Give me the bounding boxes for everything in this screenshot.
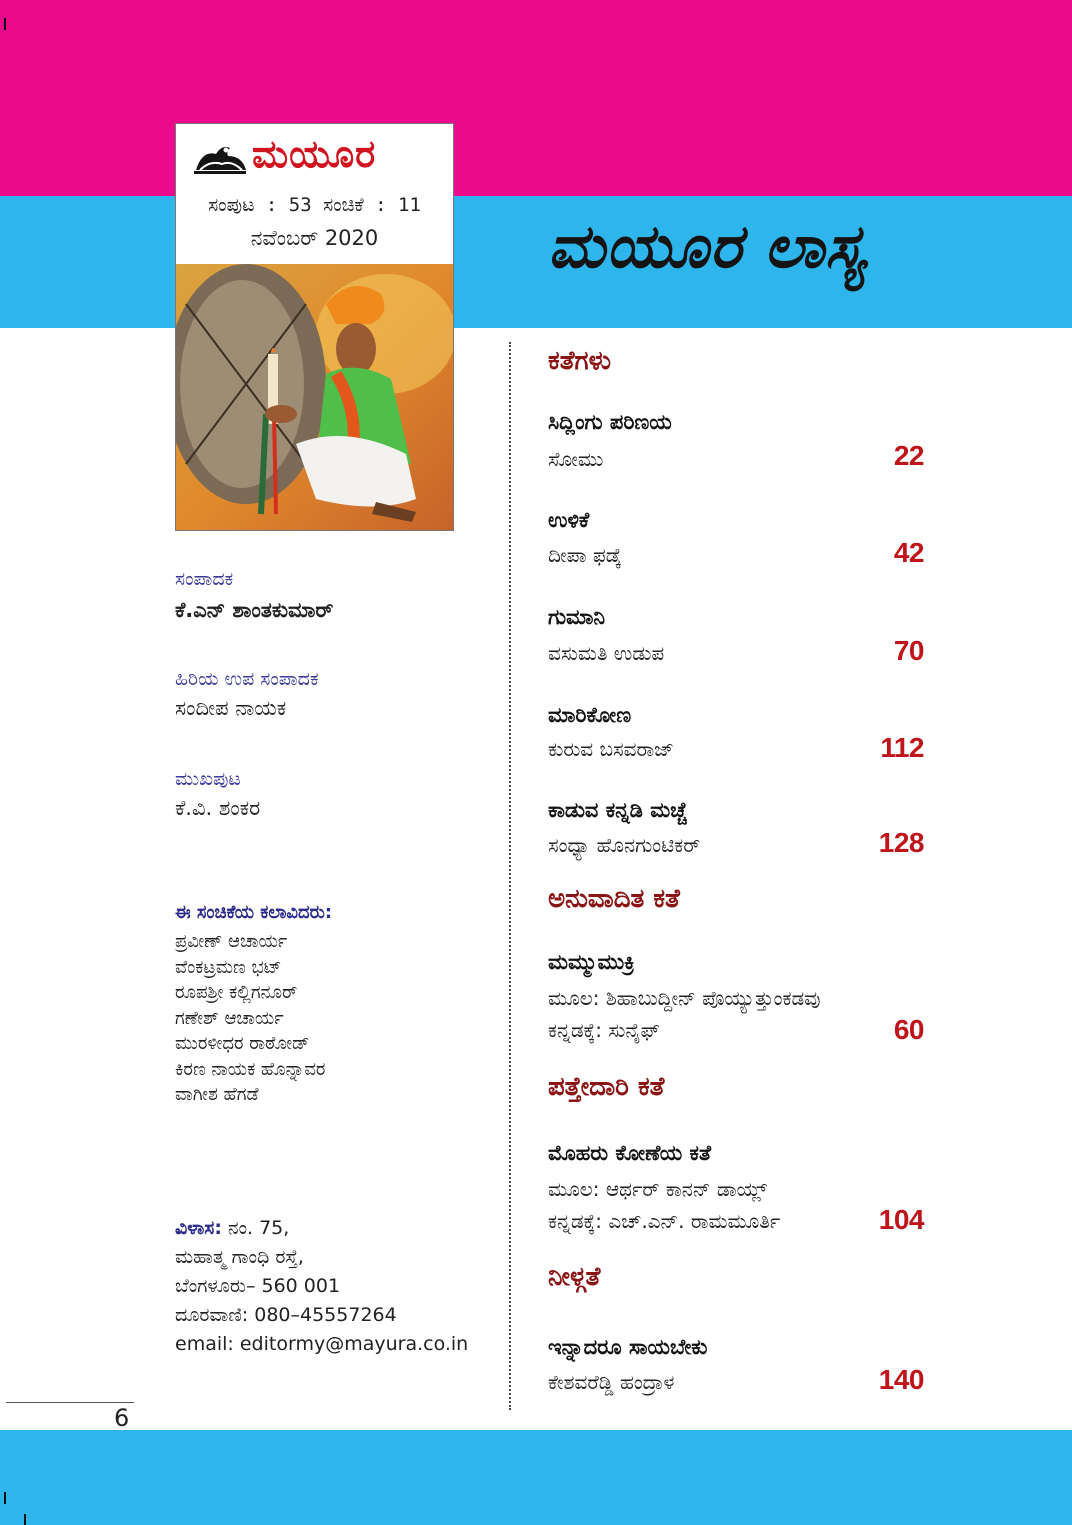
- story-page-number[interactable]: 70: [893, 635, 924, 666]
- artists-heading: ಈ ಸಂಚಿಕೆಯ ಕಲಾವಿದರು:: [175, 902, 333, 923]
- story-page-number[interactable]: 104: [878, 1204, 924, 1235]
- drummer-illustration: [176, 264, 453, 530]
- artist-name: ವೆಂಕಟ್ರಮಣ ಭಟ್: [175, 956, 282, 978]
- story-page-number[interactable]: 112: [880, 732, 924, 763]
- story-page-number[interactable]: 60: [893, 1014, 924, 1045]
- story-author: ಮೂಲ: ಆರ್ಥರ್ ಕಾನನ್ ಡಾಯ್ಲ್: [548, 1177, 767, 1201]
- artist-name: ಪ್ರವೀಣ್ ಆಚಾರ್ಯ: [175, 931, 288, 952]
- story-page-number[interactable]: 22: [893, 440, 924, 471]
- story-author: ದೀಪಾ ಫಡ್ಕೆ: [548, 543, 622, 567]
- story-title[interactable]: ಇನ್ನಾದರೂ ಸಾಯಬೇಕು: [548, 1335, 708, 1359]
- section-title-script: ಮಯೂರ ಲಾಸ್ಯ: [548, 212, 867, 282]
- masthead: [176, 130, 453, 190]
- story-page-number[interactable]: 42: [893, 537, 924, 568]
- senior-sub-editor-name: ಸಂದೀಪ ನಾಯಕ: [175, 696, 287, 720]
- artists-list: [175, 929, 325, 1108]
- page-number-rule: [6, 1402, 134, 1403]
- story-translator: ಕನ್ನಡಕ್ಕೆ: ಎಚ್.ಎನ್. ರಾಮಮೂರ್ತಿ: [548, 1209, 781, 1233]
- cover-artist-label: ಮುಖಪುಟ: [175, 768, 241, 790]
- issue-date: ನವೆಂಬರ್ 2020: [250, 226, 379, 250]
- story-author: ಕೇಶವರೆಡ್ಡಿ ಹಂದ್ರಾಳ: [548, 1370, 675, 1394]
- artist-name: ಕಿರಣ ನಾಯಕ ಹೊನ್ನಾವರ: [175, 1058, 326, 1080]
- crop-mark: [4, 18, 6, 30]
- section-heading-translated: ಅನುವಾದಿತ ಕತೆ: [548, 884, 680, 914]
- story-author: ಸಂಧ್ಯಾ ಹೊನಗುಂಟಿಕರ್: [548, 833, 701, 857]
- footer-color-band: [0, 1430, 1072, 1525]
- email-address[interactable]: editormy@mayura.co.in: [239, 1333, 469, 1355]
- artist-name: ವಾಗೀಶ ಹೆಗಡೆ: [175, 1084, 259, 1105]
- story-title[interactable]: ಮಮ್ಮುಮುಕ್ರಿ: [548, 950, 635, 974]
- story-translator: ಕನ್ನಡಕ್ಕೆ: ಸುನೈಫ್: [548, 1018, 660, 1042]
- editor-name: ಕೆ.ಎನ್ ಶಾಂತಕುಮಾರ್: [175, 598, 334, 622]
- address-line: ನಂ. 75,: [228, 1217, 290, 1239]
- address-block: [175, 1214, 468, 1359]
- address-line: ಬೆಂಗಳೂರು– 560 001: [175, 1275, 341, 1297]
- story-author: ವಸುಮತಿ ಉಡುಪ: [548, 641, 665, 665]
- senior-sub-editor-label: ಹಿರಿಯ ಉಪ ಸಂಪಾದಕ: [175, 668, 319, 690]
- story-title[interactable]: ಉಳಿಕೆ: [548, 508, 590, 532]
- story-title[interactable]: ಗುಮಾನಿ: [548, 605, 606, 629]
- crop-mark: [4, 1492, 6, 1504]
- issue-volume-number: ಸಂಪುಟ : 53 ಸಂಚಿಕೆ : 11: [208, 194, 421, 216]
- story-title[interactable]: ಕಾಡುವ ಕನ್ನಡಿ ಮಚ್ಚೆ: [548, 798, 688, 822]
- story-title[interactable]: ಮಾರಿಕೋಣ: [548, 703, 632, 727]
- magazine-cover-card: [175, 123, 454, 531]
- crop-mark: [24, 1514, 26, 1525]
- editor-label: ಸಂಪಾದಕ: [175, 568, 234, 590]
- story-author: ಕುರುವ ಬಸವರಾಜ್: [548, 737, 675, 761]
- page-number: 6: [114, 1404, 130, 1432]
- story-page-number[interactable]: 128: [878, 827, 924, 858]
- section-heading-detective: ಪತ್ತೇದಾರಿ ಕತೆ: [548, 1072, 665, 1102]
- peacock-logo-icon: [192, 140, 248, 176]
- column-divider: [509, 342, 511, 1410]
- header-color-band: [0, 196, 1072, 328]
- story-page-number[interactable]: 140: [878, 1364, 924, 1395]
- address-label: ವಿಳಾಸ:: [175, 1217, 222, 1239]
- address-line: ಮಹಾತ್ಮ ಗಾಂಧಿ ರಸ್ತೆ,: [175, 1246, 304, 1268]
- artist-name: ಮುರಳೀಧರ ರಾಠೋಡ್: [175, 1033, 310, 1054]
- phone-number: ದೂರವಾಣಿ: 080–45557264: [175, 1304, 397, 1326]
- section-heading-long-story: ನೀಳ್ಗತೆ: [548, 1262, 601, 1292]
- section-heading-stories: ಕತೆಗಳು: [548, 346, 611, 376]
- email-label: email:: [175, 1333, 234, 1355]
- top-color-band: [0, 0, 1072, 196]
- masthead-title: ಮಯೂರ: [252, 132, 377, 176]
- story-author: ಮೂಲ: ಶಿಹಾಬುದ್ದೀನ್ ಪೊಯ್ಯುತ್ತುಂಕಡವು: [548, 986, 821, 1010]
- story-author: ಸೋಮು: [548, 447, 604, 471]
- story-title[interactable]: ಮೊಹರು ಕೋಣೆಯ ಕತೆ: [548, 1141, 711, 1165]
- story-title[interactable]: ಸಿದ್ಲಿಂಗು ಪರಿಣಯ: [548, 410, 672, 434]
- artist-name: ರೂಪಶ್ರೀ ಕಲ್ಲಿಗನೂರ್: [175, 982, 298, 1003]
- artist-name: ಗಣೇಶ್ ಆಚಾರ್ಯ: [175, 1007, 284, 1029]
- cover-artist-name: ಕೆ.ವಿ. ಶಂಕರ: [175, 796, 261, 820]
